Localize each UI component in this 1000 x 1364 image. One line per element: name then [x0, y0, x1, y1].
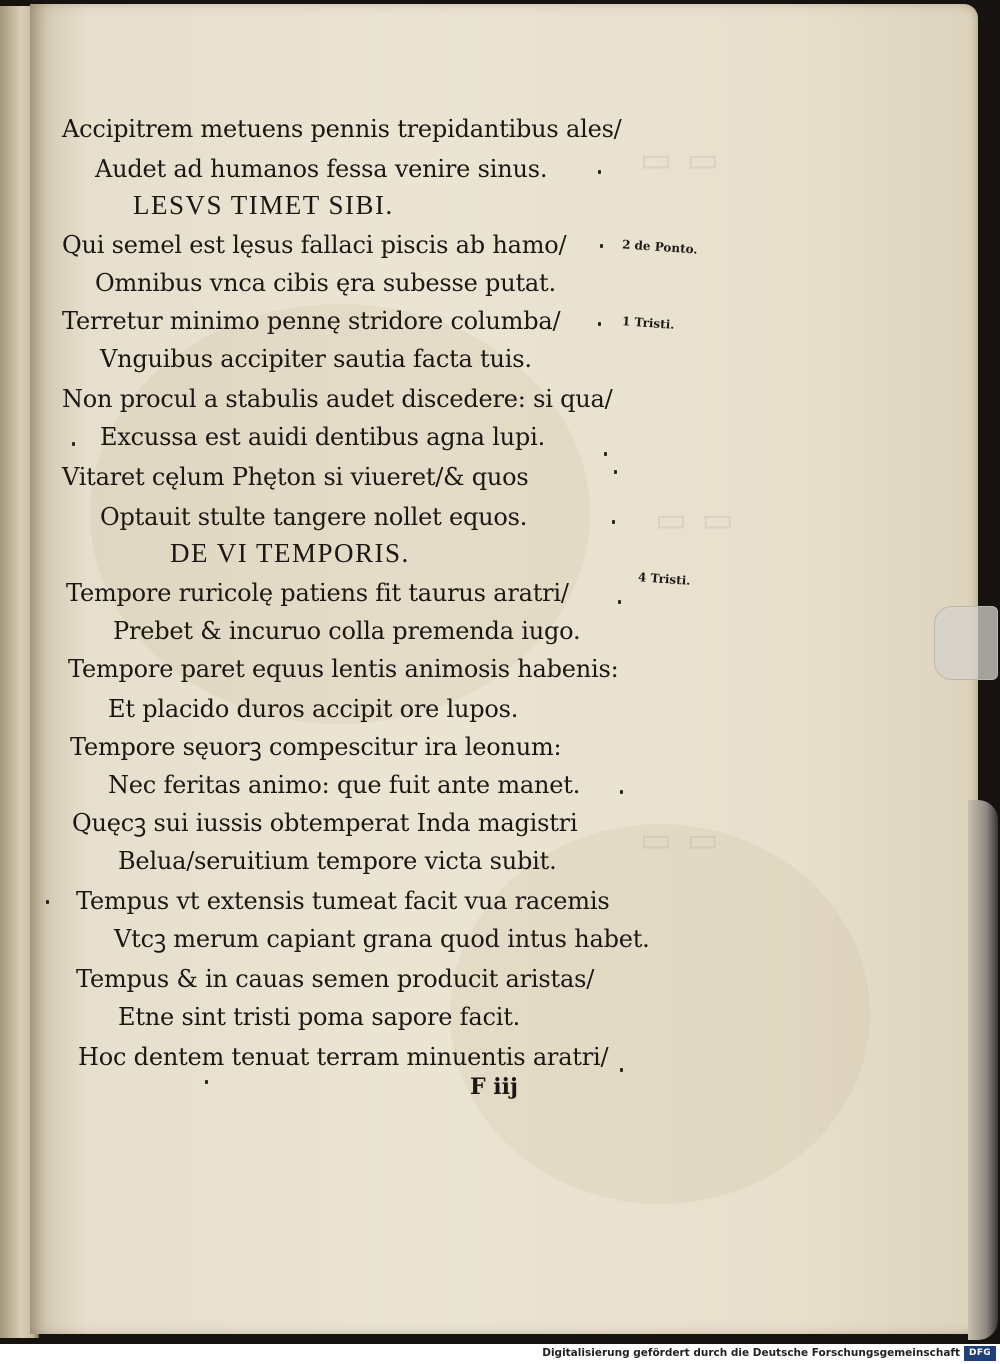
text-line: Prebet & incuruo colla premenda iugo.: [113, 617, 581, 645]
text-line: Tempore ruricolę patiens fit taurus aratri/: [66, 579, 569, 607]
text-line: Vitaret cęlum Phęton si viueret/& quos: [62, 463, 529, 491]
digitization-footer: [0, 1344, 1000, 1364]
section-heading: LESVS TIMET SIBI.: [133, 190, 394, 220]
text-line: Vnguibus accipiter sautia facta tuis.: [100, 345, 532, 373]
margin-note: 2 de Ponto.: [621, 237, 699, 257]
text-line: Vtcꝫ merum capiant grana quod intus habet.: [114, 925, 650, 953]
text-line: Et placido duros accipit ore lupos.: [108, 695, 519, 723]
text-line: Nec feritas animo: que fuit ante manet.: [108, 771, 581, 799]
text-line: Terretur minimo pennę stridore columba/: [62, 307, 561, 335]
section-heading: DE VI TEMPORIS.: [170, 538, 410, 568]
text-line: Non procul a stabulis audet discedere: si qua/: [62, 385, 613, 413]
dfg-logo: DFG: [964, 1346, 996, 1361]
page-clip: [934, 606, 998, 680]
footer-credit: Digitalisierung gefördert durch die Deutsche Forschungsgemeinschaft: [542, 1347, 960, 1359]
text-line: Audet ad humanos fessa venire sinus.: [95, 155, 548, 183]
text-line: Tempus & in cauas semen producit aristas/: [76, 965, 595, 993]
text-line: Belua/seruitium tempore victa subit.: [118, 847, 557, 875]
text-line: Quęcꝫ sui iussis obtemperat Inda magistri: [72, 809, 578, 837]
text-line: Tempus vt extensis tumeat facit vua racemis: [76, 887, 610, 915]
margin-note: 4 Tristi.: [637, 570, 691, 588]
text-line: Excussa est auidi dentibus agna lupi.: [100, 423, 546, 451]
scan-area: ▭ ▭ ▭ ▭ ▭ ▭ Accipitrem metuens pennis trepidantibus ales/ Audet ad humanos fessa venire sinus. LESVS TIMET SIBI. Qui semel est lęsus fallaci piscis ab hamo/ Omnibus vnca cibis ęra subesse putat. Terretur minimo pennę stridore columba/ Vnguibus accipiter sautia facta tuis. Non procul a stabulis audet discedere: si qua/ Excussa est auidi dentibus agna lupi. Vitaret cęlum Phęton si viueret/& quos Optauit stulte tangere nollet equos. DE VI TEMPORIS. Tempore ruricolę patiens fit taurus aratri/ Prebet & incuruo colla premenda iugo. Tempore paret equus lentis animosis habenis: Et placido duros accipit ore lupos. Tempore sęuorꝫ compescitur ira leonum: Nec feritas animo: que fuit ante manet. Quęcꝫ sui iussis obtemperat Inda magistri Belua/seruitium tempore victa subit. Tempus vt extensis tumeat facit vua racemis Vtcꝫ merum capiant grana quod intus habet. Tempus & in cauas semen producit aristas/ Etne sint tristi poma sapore facit. Hoc dentem tenuat terram minuentis aratri/ 2 de Ponto. 1 Tristi. 4 Tristi. F iij: [0, 0, 1000, 1344]
text-line: Optauit stulte tangere nollet equos.: [100, 503, 528, 531]
text-line: Hoc dentem tenuat terram minuentis aratri/: [78, 1043, 609, 1071]
text-line: Tempore paret equus lentis animosis habenis:: [68, 655, 619, 683]
text-line: Accipitrem metuens pennis trepidantibus ales/: [62, 115, 622, 143]
text-line: Omnibus vnca cibis ęra subesse putat.: [95, 269, 556, 297]
signature-mark: F iij: [470, 1074, 518, 1100]
margin-note: 1 Tristi.: [621, 314, 675, 332]
text-line: Tempore sęuorꝫ compescitur ira leonum:: [70, 733, 562, 761]
page-stack-edge: [968, 800, 998, 1340]
text-line: Etne sint tristi poma sapore facit.: [118, 1003, 521, 1031]
text-line: Qui semel est lęsus fallaci piscis ab hamo/: [62, 231, 567, 259]
